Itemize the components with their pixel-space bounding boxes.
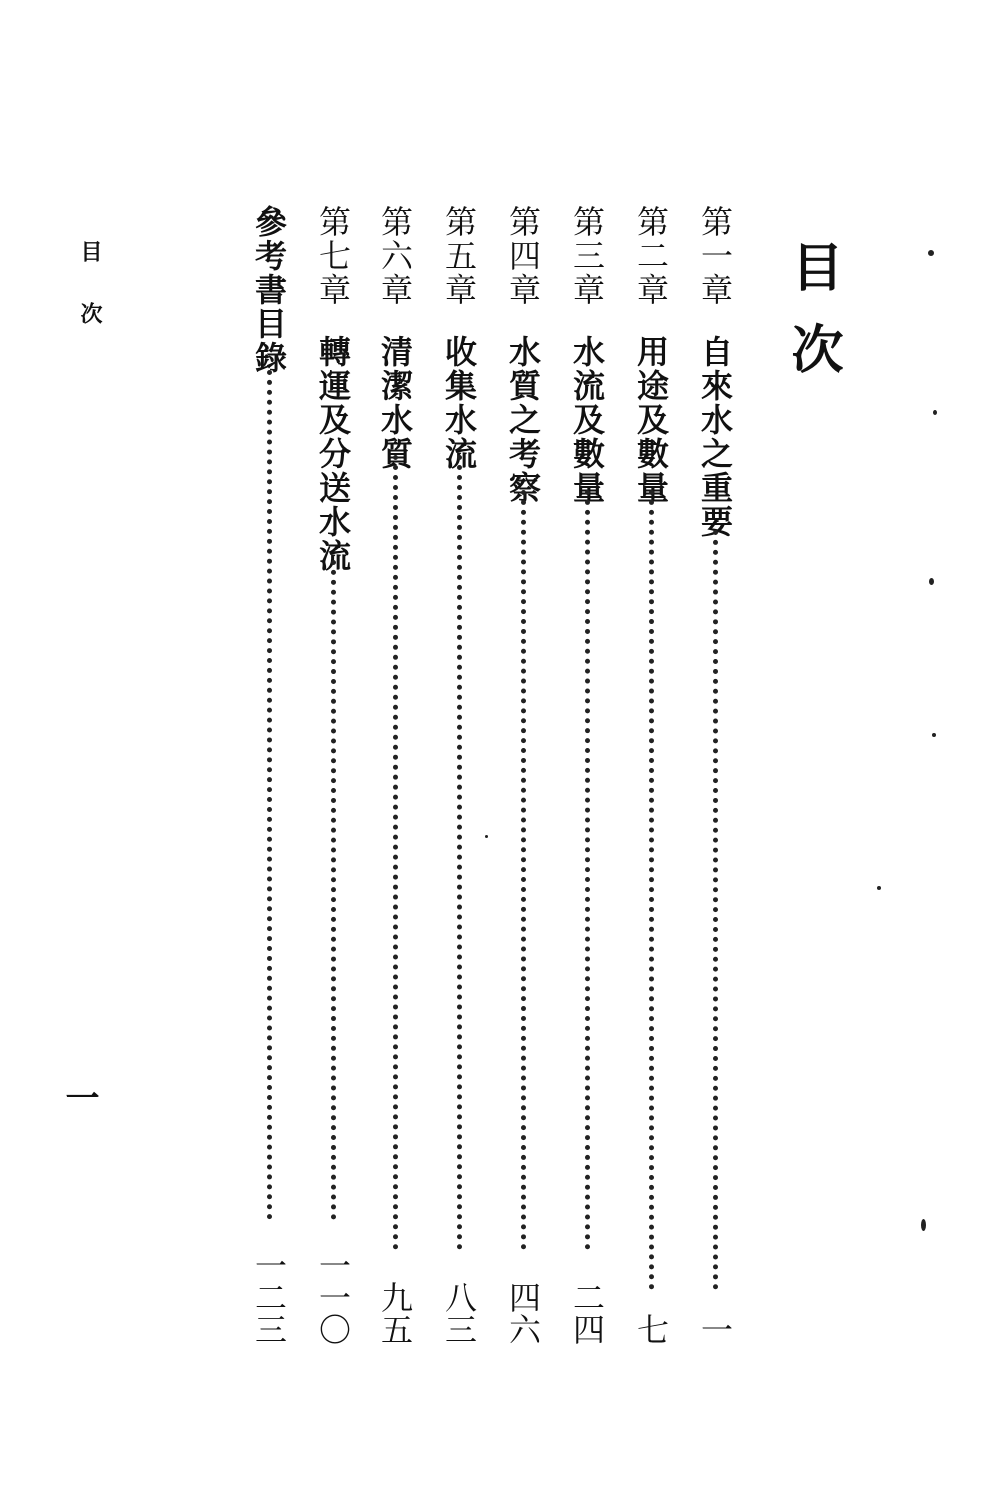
running-header: 目次 (77, 240, 103, 364)
scan-speck (933, 410, 937, 415)
chapter-number: 第三章 (568, 205, 606, 307)
toc-entry-4 (502, 205, 544, 1345)
chapter-number: 第四章 (504, 205, 542, 307)
toc-entry-text (694, 205, 736, 539)
toc-entry-text (566, 205, 608, 505)
scan-speck (932, 733, 936, 737)
chapter-title: 轉運及分送水流 (314, 335, 352, 573)
toc-entry-5 (438, 205, 480, 1345)
toc-entry-1 (694, 205, 736, 1345)
chapter-number: 第七章 (314, 205, 352, 307)
toc-entry-text (374, 205, 416, 471)
chapter-title: 參考書目錄 (250, 205, 288, 375)
page-number: 七 (632, 1313, 670, 1345)
chapter-number: 第一章 (696, 205, 734, 307)
chapter-number: 第五章 (440, 205, 478, 307)
toc-title: 目次 (782, 240, 843, 404)
page-number: 一 (696, 1313, 734, 1345)
chapter-title: 用途及數量 (632, 335, 670, 505)
dot-leader (521, 490, 526, 1250)
toc-entry-text (312, 205, 354, 573)
chapter-title: 自來水之重要 (696, 335, 734, 539)
dot-leader (331, 560, 336, 1220)
dot-leader (713, 530, 718, 1290)
toc-entry-2 (630, 205, 672, 1345)
toc-entry-text (502, 205, 544, 505)
chapter-number: 第二章 (632, 205, 670, 307)
folio-page-number: 一 (59, 1080, 99, 1114)
page-number: 一一〇 (314, 1249, 352, 1345)
toc-entry-text (248, 205, 290, 375)
scan-speck (485, 835, 488, 838)
toc-entry-7 (312, 205, 354, 1345)
page-number: 二四 (568, 1281, 606, 1345)
dot-leader (457, 455, 462, 1250)
scan-speck (921, 1219, 926, 1231)
toc-entry-text (630, 205, 672, 505)
scan-speck (877, 886, 881, 890)
chapter-title: 收集水流 (440, 335, 478, 471)
toc-entry-3 (566, 205, 608, 1345)
page-number: 八三 (440, 1281, 478, 1345)
page-number: 四六 (504, 1281, 542, 1345)
chapter-number: 第六章 (376, 205, 414, 307)
chapter-title: 水流及數量 (568, 335, 606, 505)
dot-leader (585, 490, 590, 1250)
dot-leader (267, 370, 272, 1220)
chapter-title: 水質之考察 (504, 335, 542, 505)
dot-leader (649, 490, 654, 1290)
toc-entry-text (438, 205, 480, 471)
scan-speck (928, 250, 934, 256)
page-number: 九五 (376, 1281, 414, 1345)
dot-leader (393, 455, 398, 1250)
toc-entry-6 (374, 205, 416, 1345)
scan-speck (929, 578, 934, 585)
toc-entry-bibliography (248, 205, 290, 1345)
page-number: 一二三 (250, 1249, 288, 1345)
chapter-title: 清潔水質 (376, 335, 414, 471)
